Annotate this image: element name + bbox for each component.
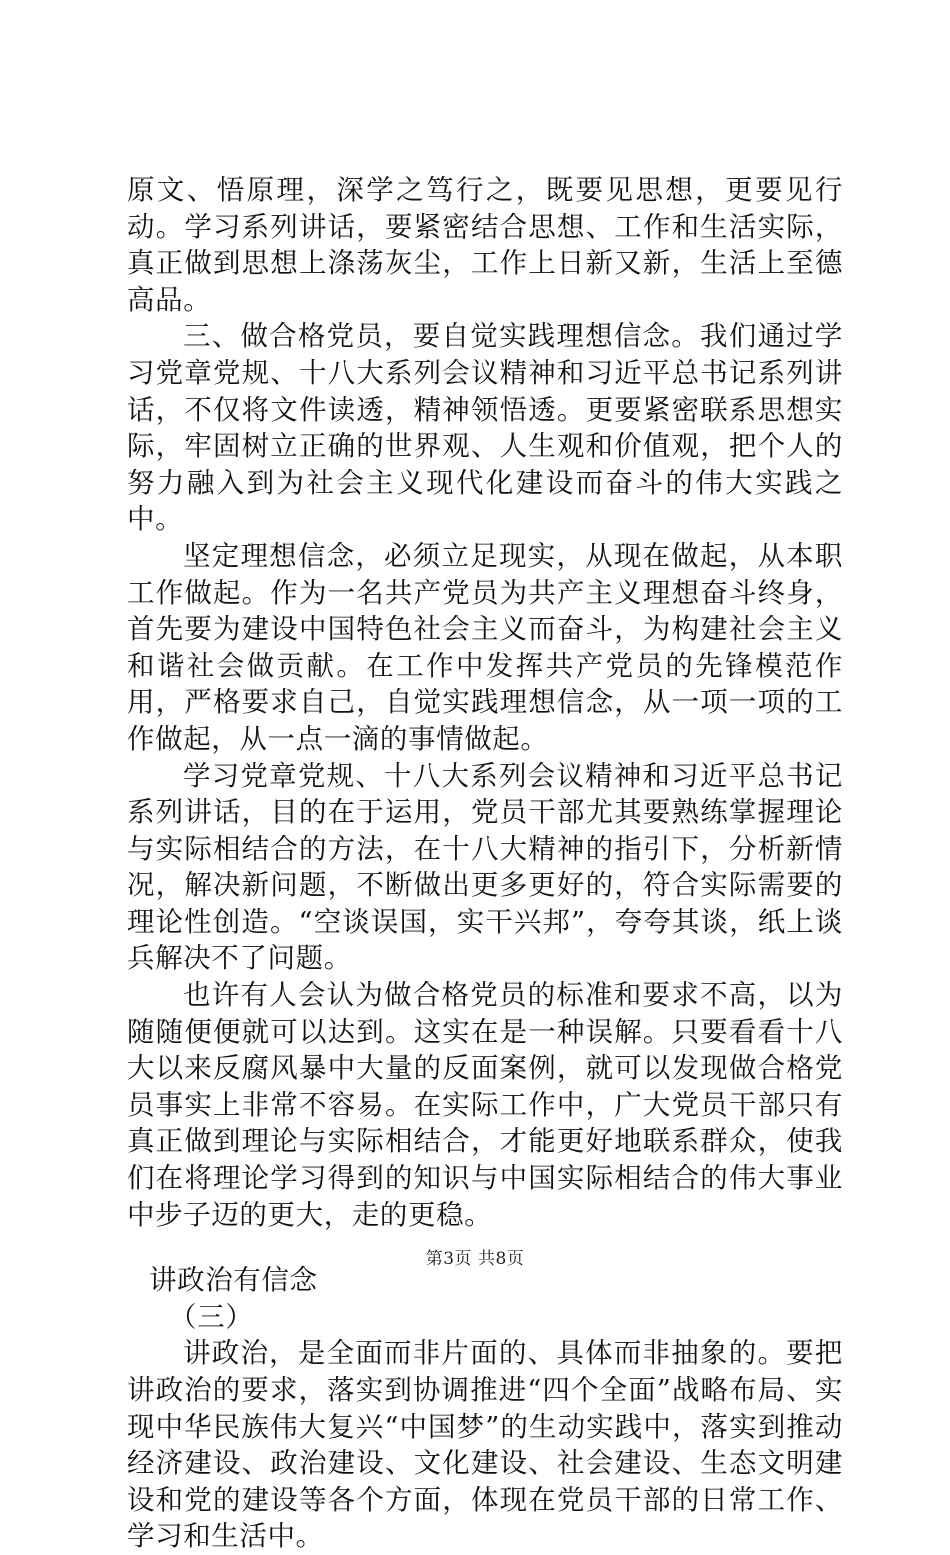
page-number-footer: 第3页 共8页 bbox=[425, 1249, 525, 1269]
section-subheading: （三） bbox=[169, 1300, 254, 1333]
document-body bbox=[127, 172, 843, 1555]
paragraph-section-three: 三、做合格党员，要自觉实践理想信念。我们通过学习党章党规、十八大系列会议精神和习近平总书记系列讲话，不仅将文件读透，精神领悟透。更要紧密联系思想实际，牢固树立正确的世界观、人生观和价值观，把个人的努力融入到为社会主义现代化建设而奋斗的伟大实践之中。 bbox=[127, 320, 843, 536]
paragraph-politics: 讲政治，是全面而非片面的、具体而非抽象的。要把讲政治的要求，落实到协调推进“四个全面”战略布局、实现中华民族伟大复兴“中国梦”的生动实践中，落实到推动经济建设、政治建设、文化建设、社会建设、生态文明建设和党的建设等各个方面，体现在党员干部的日常工作、学习和生活中。 bbox=[127, 1337, 843, 1553]
paragraph-misunderstanding: 也许有人会认为做合格党员的标准和要求不高，以为随随便便就可以达到。这实在是一种误解。只要看看十八大以来反腐风暴中大量的反面案例，就可以发现做合格党员事实上非常不容易。在实际工作中，广大党员干部只有真正做到理论与实际相结合，才能更好地联系群众，使我们在将理论学习得到的知识与中国实际相结合的伟大事业中步子迈的更大，走的更稳。 bbox=[127, 979, 843, 1231]
paragraph-continuation: 原文、悟原理，深学之笃行之，既要见思想，更要见行动。学习系列讲话，要紧密结合思想、工作和生活实际，真正做到思想上涤荡灰尘，工作上日新又新，生活上至德高品。 bbox=[127, 174, 843, 316]
paragraph-firm-ideals: 坚定理想信念，必须立足现实，从现在做起，从本职工作做起。作为一名共产党员为共产主义理想奋斗终身，首先要为建设中国特色社会主义而奋斗，为构建社会主义和谐社会做贡献。在工作中发挥共产党员的先锋模范作用，严格要求自己，自觉实践理想信念，从一项一项的工作做起，从一点一滴的事情做起。 bbox=[127, 539, 843, 755]
paragraph-study-application: 学习党章党规、十八大系列会议精神和习近平总书记系列讲话，目的在于运用，党员干部尤其要熟练掌握理论与实际相结合的方法，在十八大精神的指引下，分析新情况，解决新问题，不断做出更多更好的，符合实际需要的理论性创造。“空谈误国，实干兴邦”，夸夸其谈，纸上谈兵解决不了问题。 bbox=[127, 759, 843, 975]
section-heading: 讲政治有信念 bbox=[149, 1264, 318, 1297]
